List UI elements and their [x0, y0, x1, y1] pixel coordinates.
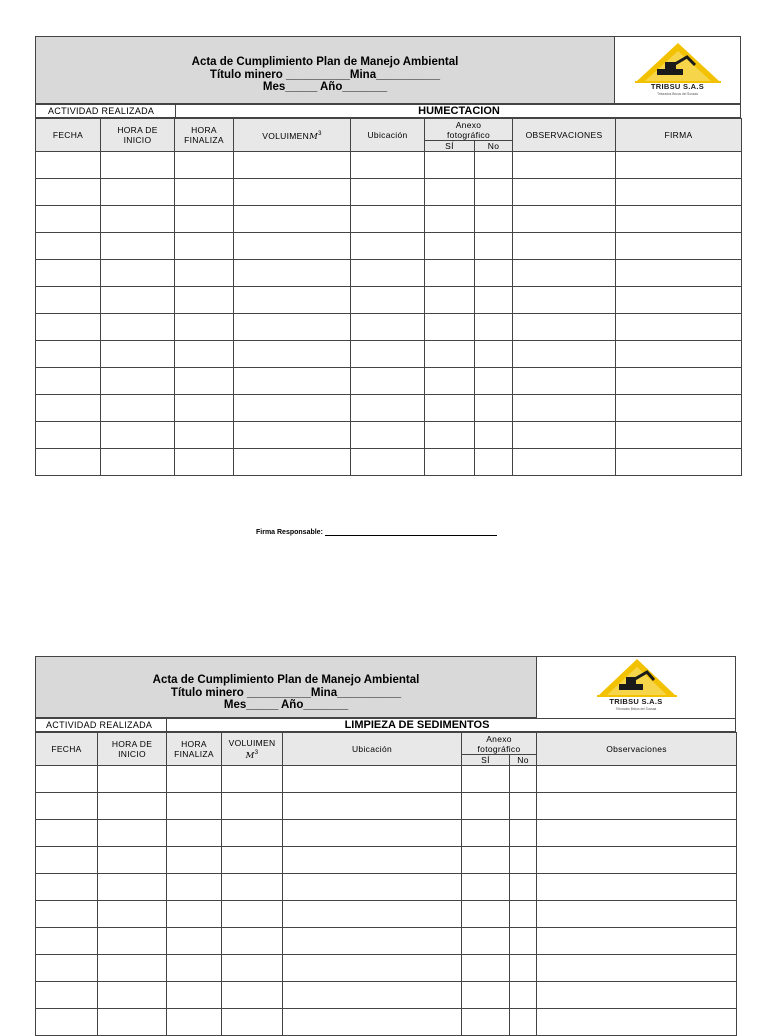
- col-hora-inicio: HORA DE INICIO: [98, 733, 167, 766]
- cell-volumen[interactable]: [234, 368, 351, 395]
- cell-firma[interactable]: [616, 287, 742, 314]
- col-volumen: [222, 733, 283, 766]
- cell-no[interactable]: [475, 422, 513, 449]
- cell-firma[interactable]: [616, 449, 742, 476]
- cell-ubicacion[interactable]: [283, 874, 462, 901]
- col-hora-finaliza: HORA FINALIZA: [167, 733, 222, 766]
- cell-hora-finaliza[interactable]: [175, 287, 234, 314]
- cell-observaciones[interactable]: [537, 928, 737, 955]
- cell-hora-inicio[interactable]: [98, 847, 167, 874]
- cell-volumen[interactable]: [234, 206, 351, 233]
- col-anexo: Anexo fotográfico: [425, 119, 513, 141]
- cell-observaciones[interactable]: [537, 955, 737, 982]
- cell-si[interactable]: [425, 233, 475, 260]
- cell-hora-finaliza[interactable]: [167, 820, 222, 847]
- cell-observaciones[interactable]: [513, 206, 616, 233]
- cell-hora-finaliza[interactable]: [175, 260, 234, 287]
- table-row: [36, 179, 742, 206]
- cell-observaciones[interactable]: [513, 314, 616, 341]
- activity-name: LIMPIEZA DE SEDIMENTOS: [344, 719, 490, 731]
- col-no: No: [475, 141, 513, 152]
- cell-fecha[interactable]: [36, 793, 98, 820]
- cell-hora-finaliza[interactable]: [175, 449, 234, 476]
- col-si: SÍ: [425, 141, 475, 152]
- table-row: [36, 422, 742, 449]
- cell-hora-inicio[interactable]: [101, 206, 175, 233]
- cell-si[interactable]: [425, 206, 475, 233]
- cell-fecha[interactable]: [36, 874, 98, 901]
- cell-observaciones[interactable]: [513, 152, 616, 179]
- cell-firma[interactable]: [616, 368, 742, 395]
- col-ubicacion: Ubicación: [283, 733, 462, 766]
- cell-si[interactable]: [425, 152, 475, 179]
- cell-hora-inicio[interactable]: [101, 233, 175, 260]
- cell-fecha[interactable]: [36, 233, 101, 260]
- volumen-unit: M: [245, 750, 255, 761]
- cell-si[interactable]: [462, 955, 510, 982]
- cell-hora-inicio[interactable]: [101, 422, 175, 449]
- volumen-unit: M: [309, 131, 319, 142]
- cell-fecha[interactable]: [36, 314, 101, 341]
- table-row: [36, 287, 742, 314]
- cell-no[interactable]: [475, 314, 513, 341]
- cell-observaciones[interactable]: [537, 982, 737, 1009]
- cell-observaciones[interactable]: [513, 368, 616, 395]
- activity-row: [35, 718, 736, 732]
- cell-hora-inicio[interactable]: [101, 287, 175, 314]
- cell-si[interactable]: [462, 901, 510, 928]
- cell-observaciones[interactable]: [537, 766, 737, 793]
- table-row: [36, 206, 742, 233]
- volumen-label: VOLUIMEN: [262, 130, 310, 141]
- cell-volumen[interactable]: [222, 766, 283, 793]
- cell-volumen[interactable]: [222, 820, 283, 847]
- cell-ubicacion[interactable]: [283, 820, 462, 847]
- cell-hora-inicio[interactable]: [101, 341, 175, 368]
- volumen-label: VOLUIMEN: [228, 737, 276, 748]
- cell-ubicacion[interactable]: [283, 928, 462, 955]
- cell-ubicacion[interactable]: [283, 955, 462, 982]
- cell-volumen[interactable]: [234, 233, 351, 260]
- cell-observaciones[interactable]: [537, 1009, 737, 1036]
- cell-fecha[interactable]: [36, 260, 101, 287]
- cell-volumen[interactable]: [222, 982, 283, 1009]
- logo-subtext: Triturados Bricos del Sucsaa: [657, 92, 698, 96]
- cell-no[interactable]: [475, 206, 513, 233]
- cell-no[interactable]: [510, 901, 537, 928]
- cell-volumen[interactable]: [222, 955, 283, 982]
- cell-volumen[interactable]: [222, 901, 283, 928]
- table-row: [36, 901, 737, 928]
- cell-hora-inicio[interactable]: [101, 395, 175, 422]
- table-row: [36, 847, 737, 874]
- cell-volumen[interactable]: [234, 179, 351, 206]
- col-firma: FIRMA: [616, 119, 742, 152]
- cell-fecha[interactable]: [36, 982, 98, 1009]
- table-row: [36, 152, 742, 179]
- cell-ubicacion[interactable]: [351, 287, 425, 314]
- cell-ubicacion[interactable]: [351, 179, 425, 206]
- cell-volumen[interactable]: [234, 422, 351, 449]
- cell-hora-finaliza[interactable]: [167, 982, 222, 1009]
- cell-si[interactable]: [462, 847, 510, 874]
- cell-observaciones[interactable]: [537, 793, 737, 820]
- cell-si[interactable]: [425, 449, 475, 476]
- cell-no[interactable]: [475, 395, 513, 422]
- cell-hora-finaliza[interactable]: [167, 901, 222, 928]
- cell-fecha[interactable]: [36, 152, 101, 179]
- cell-no[interactable]: [510, 847, 537, 874]
- cell-volumen[interactable]: [234, 395, 351, 422]
- cell-observaciones[interactable]: [513, 449, 616, 476]
- signature-field: [256, 528, 497, 536]
- cell-fecha[interactable]: [36, 449, 101, 476]
- cell-hora-finaliza[interactable]: [167, 847, 222, 874]
- cell-volumen[interactable]: [222, 793, 283, 820]
- activity-name: HUMECTACION: [418, 105, 500, 117]
- cell-hora-finaliza[interactable]: [175, 395, 234, 422]
- col-si: SÍ: [462, 755, 510, 766]
- cell-firma[interactable]: [616, 314, 742, 341]
- cell-ubicacion[interactable]: [351, 233, 425, 260]
- col-observaciones: OBSERVACIONES: [513, 119, 616, 152]
- cell-si[interactable]: [425, 314, 475, 341]
- cell-volumen[interactable]: [222, 874, 283, 901]
- cell-si[interactable]: [462, 874, 510, 901]
- table-row: [36, 928, 737, 955]
- table-row: [36, 766, 737, 793]
- cell-observaciones[interactable]: [513, 395, 616, 422]
- table-row: [36, 314, 742, 341]
- cell-si[interactable]: [462, 982, 510, 1009]
- cell-hora-inicio[interactable]: [98, 1009, 167, 1036]
- cell-observaciones[interactable]: [513, 341, 616, 368]
- cell-ubicacion[interactable]: [283, 1009, 462, 1036]
- cell-no[interactable]: [475, 341, 513, 368]
- cell-ubicacion[interactable]: [283, 901, 462, 928]
- cell-ubicacion[interactable]: [351, 260, 425, 287]
- cell-si[interactable]: [462, 820, 510, 847]
- table-row: [36, 233, 742, 260]
- table-row: [36, 395, 742, 422]
- cell-observaciones[interactable]: [537, 820, 737, 847]
- cell-fecha[interactable]: [36, 287, 101, 314]
- col-fecha: FECHA: [36, 733, 98, 766]
- cell-observaciones[interactable]: [537, 874, 737, 901]
- title-line-2: Título minero __________Mina__________: [170, 686, 402, 699]
- cell-hora-inicio[interactable]: [98, 766, 167, 793]
- logo-subtext: Triturados Bricos del Sucsaa: [615, 707, 657, 711]
- cell-si[interactable]: [462, 928, 510, 955]
- cell-no[interactable]: [475, 368, 513, 395]
- cell-ubicacion[interactable]: [351, 152, 425, 179]
- table-row: [36, 820, 737, 847]
- cell-fecha[interactable]: [36, 766, 98, 793]
- cell-volumen[interactable]: [222, 1009, 283, 1036]
- cell-volumen[interactable]: [234, 260, 351, 287]
- title-line-1: Acta de Cumplimiento Plan de Manejo Ambiental: [152, 674, 420, 686]
- cell-no[interactable]: [475, 260, 513, 287]
- cell-hora-finaliza[interactable]: [167, 955, 222, 982]
- title-line-1: Acta de Cumplimiento Plan de Manejo Ambiental: [191, 56, 459, 68]
- signature-line[interactable]: [325, 528, 497, 536]
- cell-no[interactable]: [510, 793, 537, 820]
- cell-no[interactable]: [510, 820, 537, 847]
- activity-row: [35, 104, 741, 118]
- col-volumen: [234, 119, 351, 152]
- cell-fecha[interactable]: [36, 395, 101, 422]
- humectacion-body: [36, 152, 742, 476]
- cell-fecha[interactable]: [36, 901, 98, 928]
- cell-hora-inicio[interactable]: [101, 152, 175, 179]
- table-row: [36, 793, 737, 820]
- cell-hora-inicio[interactable]: [98, 955, 167, 982]
- cell-fecha[interactable]: [36, 422, 101, 449]
- title-line-3: Mes_____ Año_______: [223, 699, 349, 711]
- table-row: [36, 341, 742, 368]
- cell-hora-finaliza[interactable]: [175, 314, 234, 341]
- cell-fecha[interactable]: [36, 179, 101, 206]
- cell-hora-inicio[interactable]: [98, 928, 167, 955]
- cell-si[interactable]: [425, 260, 475, 287]
- cell-no[interactable]: [475, 179, 513, 206]
- cell-volumen[interactable]: [234, 449, 351, 476]
- cell-ubicacion[interactable]: [283, 766, 462, 793]
- logo-text: TRIBSU S.A.S: [609, 697, 663, 706]
- signature-label: Firma Responsable:: [256, 529, 323, 536]
- cell-no[interactable]: [510, 982, 537, 1009]
- company-logo: [615, 36, 741, 104]
- cell-si[interactable]: [425, 179, 475, 206]
- cell-hora-inicio[interactable]: [101, 449, 175, 476]
- cell-hora-inicio[interactable]: [101, 260, 175, 287]
- cell-observaciones[interactable]: [513, 422, 616, 449]
- col-hora-finaliza: HORA FINALIZA: [175, 119, 234, 152]
- cell-hora-inicio[interactable]: [98, 982, 167, 1009]
- col-anexo: Anexo fotográfico: [462, 733, 537, 755]
- cell-hora-finaliza[interactable]: [175, 233, 234, 260]
- cell-fecha[interactable]: [36, 341, 101, 368]
- cell-fecha[interactable]: [36, 955, 98, 982]
- cell-hora-finaliza[interactable]: [175, 341, 234, 368]
- cell-hora-finaliza[interactable]: [175, 179, 234, 206]
- cell-observaciones[interactable]: [513, 179, 616, 206]
- cell-fecha[interactable]: [36, 206, 101, 233]
- cell-hora-finaliza[interactable]: [167, 793, 222, 820]
- cell-no[interactable]: [475, 287, 513, 314]
- cell-volumen[interactable]: [234, 152, 351, 179]
- cell-hora-finaliza[interactable]: [167, 874, 222, 901]
- cell-observaciones[interactable]: [513, 287, 616, 314]
- table-row: [36, 449, 742, 476]
- cell-no[interactable]: [510, 955, 537, 982]
- cell-si[interactable]: [425, 368, 475, 395]
- activity-label: ACTIVIDAD REALIZADA: [48, 106, 155, 116]
- cell-fecha[interactable]: [36, 820, 98, 847]
- cell-hora-inicio[interactable]: [98, 793, 167, 820]
- cell-si[interactable]: [425, 341, 475, 368]
- cell-hora-inicio[interactable]: [101, 368, 175, 395]
- cell-volumen[interactable]: [234, 314, 351, 341]
- cell-no[interactable]: [475, 449, 513, 476]
- col-ubicacion: Ubicación: [351, 119, 425, 152]
- table-row: [36, 955, 737, 982]
- cell-ubicacion[interactable]: [351, 422, 425, 449]
- cell-ubicacion[interactable]: [283, 982, 462, 1009]
- cell-observaciones[interactable]: [513, 260, 616, 287]
- volumen-exp: 3: [254, 749, 259, 756]
- cell-firma[interactable]: [616, 395, 742, 422]
- cell-si[interactable]: [425, 422, 475, 449]
- cell-observaciones[interactable]: [537, 901, 737, 928]
- cell-ubicacion[interactable]: [351, 368, 425, 395]
- table-row: [36, 982, 737, 1009]
- col-observaciones: Observaciones: [537, 733, 737, 766]
- cell-hora-finaliza[interactable]: [167, 766, 222, 793]
- cell-no[interactable]: [510, 766, 537, 793]
- cell-hora-inicio[interactable]: [98, 874, 167, 901]
- cell-hora-finaliza[interactable]: [175, 368, 234, 395]
- cell-hora-inicio[interactable]: [101, 179, 175, 206]
- cell-firma[interactable]: [616, 179, 742, 206]
- cell-observaciones[interactable]: [537, 847, 737, 874]
- cell-firma[interactable]: [616, 206, 742, 233]
- cell-si[interactable]: [462, 766, 510, 793]
- cell-hora-inicio[interactable]: [98, 820, 167, 847]
- col-fecha: FECHA: [36, 119, 101, 152]
- cell-ubicacion[interactable]: [351, 206, 425, 233]
- cell-no[interactable]: [510, 928, 537, 955]
- cell-volumen[interactable]: [222, 928, 283, 955]
- volumen-exp: 3: [318, 130, 322, 137]
- cell-fecha[interactable]: [36, 368, 101, 395]
- cell-firma[interactable]: [616, 233, 742, 260]
- logo-text: TRIBSU S.A.S: [650, 82, 705, 91]
- cell-volumen[interactable]: [222, 847, 283, 874]
- table-row: [36, 1009, 737, 1036]
- cell-volumen[interactable]: [234, 287, 351, 314]
- cell-no[interactable]: [475, 233, 513, 260]
- company-logo: [537, 656, 736, 718]
- cell-firma[interactable]: [616, 152, 742, 179]
- cell-si[interactable]: [462, 1009, 510, 1036]
- cell-fecha[interactable]: [36, 847, 98, 874]
- cell-firma[interactable]: [616, 260, 742, 287]
- limpieza-body: [36, 766, 737, 1036]
- cell-ubicacion[interactable]: [283, 847, 462, 874]
- col-no: No: [510, 755, 537, 766]
- cell-no[interactable]: [510, 874, 537, 901]
- cell-firma[interactable]: [616, 422, 742, 449]
- cell-firma[interactable]: [616, 341, 742, 368]
- cell-fecha[interactable]: [36, 928, 98, 955]
- cell-hora-finaliza[interactable]: [175, 152, 234, 179]
- cell-hora-finaliza[interactable]: [167, 928, 222, 955]
- table-row: [36, 874, 737, 901]
- cell-si[interactable]: [462, 793, 510, 820]
- cell-ubicacion[interactable]: [351, 449, 425, 476]
- title-line-2: Título minero __________Mina__________: [209, 68, 441, 81]
- cell-ubicacion[interactable]: [351, 341, 425, 368]
- form-title: [35, 56, 615, 94]
- col-hora-inicio: HORA DE INICIO: [101, 119, 175, 152]
- title-line-3: Mes_____ Año_______: [262, 81, 388, 93]
- table-row: [36, 260, 742, 287]
- limpieza-table: [35, 732, 737, 1036]
- cell-hora-finaliza[interactable]: [175, 206, 234, 233]
- cell-volumen[interactable]: [234, 341, 351, 368]
- cell-hora-finaliza[interactable]: [175, 422, 234, 449]
- cell-hora-finaliza[interactable]: [167, 1009, 222, 1036]
- cell-si[interactable]: [425, 287, 475, 314]
- cell-si[interactable]: [425, 395, 475, 422]
- cell-ubicacion[interactable]: [351, 314, 425, 341]
- table-row: [36, 368, 742, 395]
- cell-hora-inicio[interactable]: [101, 314, 175, 341]
- cell-ubicacion[interactable]: [283, 793, 462, 820]
- cell-no[interactable]: [510, 1009, 537, 1036]
- activity-label: ACTIVIDAD REALIZADA: [46, 720, 153, 730]
- cell-hora-inicio[interactable]: [98, 901, 167, 928]
- humectacion-table: [35, 118, 742, 476]
- cell-ubicacion[interactable]: [351, 395, 425, 422]
- cell-observaciones[interactable]: [513, 233, 616, 260]
- cell-fecha[interactable]: [36, 1009, 98, 1036]
- form-title: [35, 674, 537, 712]
- cell-no[interactable]: [475, 152, 513, 179]
